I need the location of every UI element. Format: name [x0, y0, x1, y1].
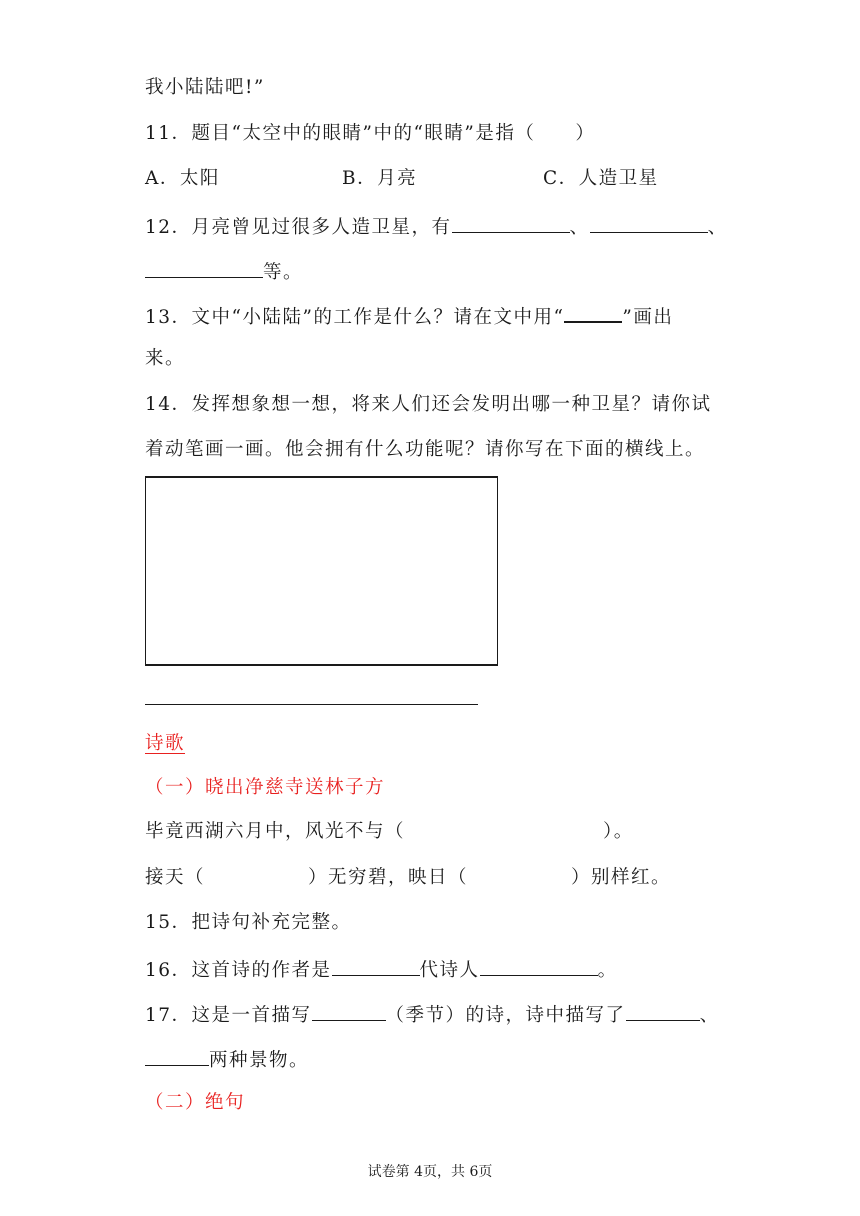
passage-continuation: 我小陆陆吧!”	[145, 77, 265, 98]
poem-1-line-2	[145, 865, 671, 891]
question-16-text-b: 代诗人	[419, 960, 480, 981]
question-14-line2: 着动笔画一画。他会拥有什么功能呢？请你写在下面的横线上。	[145, 439, 706, 460]
question-13-cont: 来。	[145, 348, 186, 369]
question-13-text-b: ”画出	[622, 307, 674, 328]
option-c: C．人造卫星	[543, 168, 659, 189]
question-16-text: 16．这首诗的作者是	[145, 960, 332, 981]
poem-2-title: （二）绝句	[145, 1092, 246, 1113]
poem-text: 接天（	[145, 867, 206, 888]
answer-blank[interactable]	[145, 257, 263, 278]
option-a: A．太阳	[145, 168, 220, 189]
question-12-text: 12．月亮曾见过很多人造卫星，有	[145, 217, 452, 238]
poem-text: ）。	[603, 821, 634, 842]
question-17-text-b: （季节）的诗，诗中描写了	[385, 1005, 626, 1026]
question-13-text: 13．文中“小陆陆”的工作是什么？请在文中用“	[145, 307, 565, 328]
question-12-cont	[145, 257, 303, 286]
poem-1-title: （一）晓出净慈寺送林子方	[145, 777, 386, 798]
question-13	[145, 301, 673, 331]
question-17-cont	[145, 1045, 309, 1074]
option-b: B．月亮	[342, 168, 418, 189]
answer-blank[interactable]	[480, 955, 598, 976]
drawing-box[interactable]	[145, 476, 498, 666]
separator: 、	[707, 217, 728, 238]
answer-blank[interactable]	[312, 1000, 386, 1021]
answer-blank[interactable]	[332, 955, 420, 976]
answer-blank[interactable]	[590, 212, 708, 233]
poem-1-line-1	[145, 819, 634, 845]
separator: 、	[569, 217, 590, 238]
question-14-line1: 14．发挥想象想一想，将来人们还会发明出哪一种卫星？请你试	[145, 394, 712, 415]
question-16	[145, 955, 618, 984]
question-11: 11．题目“太空中的眼睛”中的“眼睛”是指（ ）	[145, 123, 596, 144]
section-title-poem: 诗歌	[145, 733, 186, 754]
separator: 、	[699, 1005, 720, 1026]
question-17	[145, 1000, 720, 1029]
poem-text: 毕竟西湖六月中，风光不与（	[145, 821, 406, 842]
answer-blank[interactable]	[452, 212, 570, 233]
question-17-text: 17．这是一首描写	[145, 1005, 312, 1026]
poem-text: ）别样红。	[571, 867, 672, 888]
answer-line[interactable]	[145, 704, 478, 705]
question-12	[145, 212, 728, 241]
poem-text: ）无穷碧，映日（	[308, 867, 469, 888]
underline-marker	[564, 301, 622, 323]
answer-blank[interactable]	[145, 1045, 209, 1066]
page-footer: 试卷第 4页，共 6页	[367, 1164, 493, 1180]
question-15: 15．把诗句补充完整。	[145, 912, 352, 933]
question-11-options	[145, 166, 745, 192]
question-16-end: 。	[597, 960, 618, 981]
question-12-end: 等。	[263, 262, 304, 283]
answer-blank[interactable]	[626, 1000, 700, 1021]
question-17-end: 两种景物。	[209, 1050, 310, 1071]
